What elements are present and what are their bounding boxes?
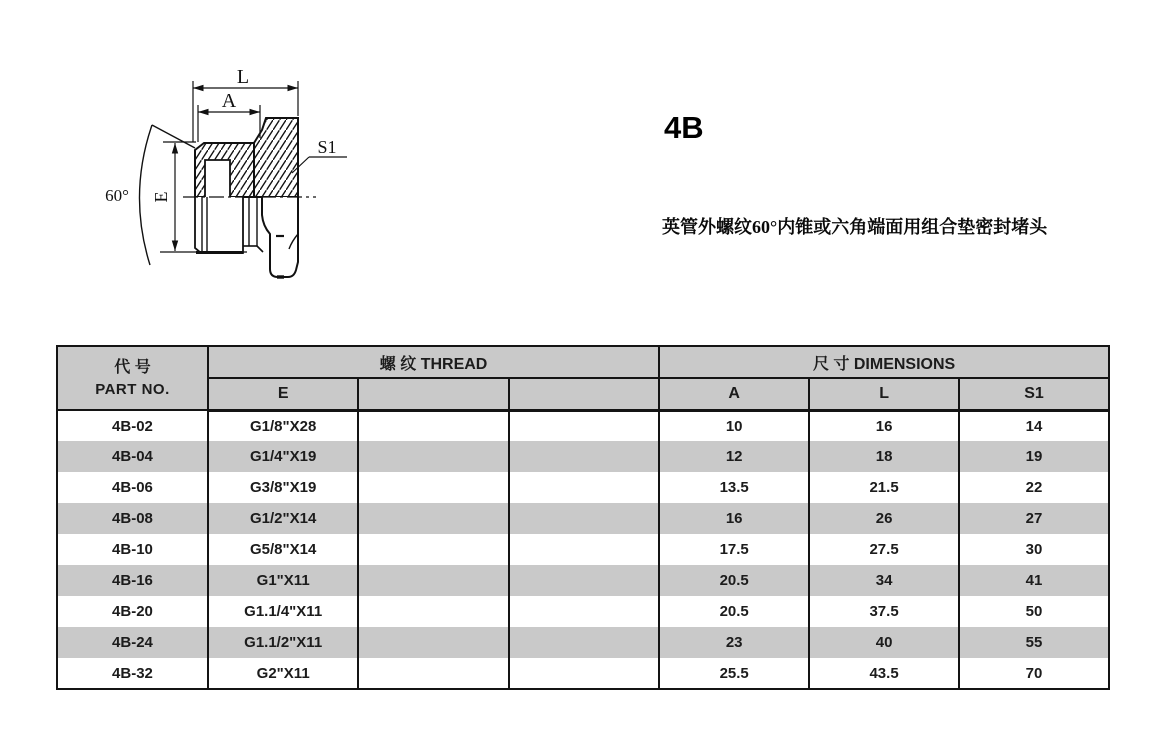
cell-part-no: 4B-10	[57, 534, 208, 565]
table-row	[57, 658, 1109, 689]
table-row	[57, 441, 1109, 472]
cell-part-no: 4B-24	[57, 627, 208, 658]
cell-thread-e: G3/8"X19	[208, 472, 358, 503]
table-row	[57, 503, 1109, 534]
table-row	[57, 596, 1109, 627]
header-part-no	[57, 346, 208, 410]
cell-thread-blank	[509, 410, 659, 441]
cell-dim-s1: 22	[959, 472, 1109, 503]
cell-dim-s1: 41	[959, 565, 1109, 596]
cell-thread-blank	[358, 596, 508, 627]
subheader-thread-blank	[509, 378, 659, 410]
cell-thread-e: G1.1/4"X11	[208, 596, 358, 627]
body-recess	[205, 160, 230, 197]
table-row	[57, 627, 1109, 658]
cell-thread-e: G1/4"X19	[208, 441, 358, 472]
cell-part-no: 4B-08	[57, 503, 208, 534]
cell-dim-l: 40	[809, 627, 959, 658]
cell-dim-a: 12	[659, 441, 809, 472]
cell-dim-s1: 19	[959, 441, 1109, 472]
subheader-s1: S1	[959, 378, 1109, 410]
dim-label-s1: S1	[317, 137, 337, 157]
thread-exterior	[195, 197, 243, 253]
subheader-e: E	[208, 378, 358, 410]
cell-dim-l: 34	[809, 565, 959, 596]
cell-dim-l: 16	[809, 410, 959, 441]
cell-thread-e: G1/8"X28	[208, 410, 358, 441]
cell-thread-blank	[358, 503, 508, 534]
subheader-a: A	[659, 378, 809, 410]
cell-part-no: 4B-02	[57, 410, 208, 441]
cell-thread-e: G2"X11	[208, 658, 358, 689]
cell-thread-blank	[509, 503, 659, 534]
cell-part-no: 4B-20	[57, 596, 208, 627]
cell-part-no: 4B-16	[57, 565, 208, 596]
cell-thread-blank	[358, 410, 508, 441]
cell-dim-l: 37.5	[809, 596, 959, 627]
cell-dim-a: 23	[659, 627, 809, 658]
cell-thread-blank	[358, 472, 508, 503]
cell-thread-blank	[509, 596, 659, 627]
product-code-title: 4B	[664, 110, 704, 145]
cell-thread-blank	[509, 658, 659, 689]
cell-dim-a: 25.5	[659, 658, 809, 689]
cell-thread-blank	[358, 565, 508, 596]
cell-dim-a: 16	[659, 503, 809, 534]
cell-dim-s1: 70	[959, 658, 1109, 689]
header-part-no-cn: 代 号	[114, 358, 151, 376]
cell-dim-s1: 27	[959, 503, 1109, 534]
cell-dim-l: 27.5	[809, 534, 959, 565]
cell-thread-blank	[509, 441, 659, 472]
cell-thread-blank	[358, 658, 508, 689]
cell-part-no: 4B-32	[57, 658, 208, 689]
cell-dim-a: 20.5	[659, 565, 809, 596]
specifications-table	[56, 345, 1110, 690]
cell-dim-l: 18	[809, 441, 959, 472]
cell-part-no: 4B-06	[57, 472, 208, 503]
table-row	[57, 565, 1109, 596]
dim-label-l: L	[236, 66, 250, 88]
cell-dim-s1: 55	[959, 627, 1109, 658]
technical-drawing	[0, 0, 400, 330]
cell-part-no: 4B-04	[57, 441, 208, 472]
cell-dim-l: 43.5	[809, 658, 959, 689]
subheader-thread-blank	[358, 378, 508, 410]
header-thread: 螺 纹 THREAD	[208, 346, 659, 378]
subheader-l: L	[809, 378, 959, 410]
table-row	[57, 472, 1109, 503]
table-row	[57, 410, 1109, 441]
cell-dim-a: 17.5	[659, 534, 809, 565]
cell-thread-e: G5/8"X14	[208, 534, 358, 565]
dim-label-e: E	[151, 191, 171, 203]
cell-dim-s1: 50	[959, 596, 1109, 627]
dimension-A	[198, 90, 260, 142]
cell-thread-e: G1.1/2"X11	[208, 627, 358, 658]
cell-dim-s1: 30	[959, 534, 1109, 565]
cell-thread-blank	[509, 472, 659, 503]
cell-dim-a: 20.5	[659, 596, 809, 627]
neck-groove	[243, 197, 263, 252]
dim-label-a: A	[221, 90, 237, 112]
hex-size-callout	[292, 137, 347, 173]
cell-thread-blank	[358, 627, 508, 658]
cell-thread-blank	[509, 565, 659, 596]
table-row	[57, 534, 1109, 565]
cell-thread-blank	[509, 627, 659, 658]
header-part-no-en: PART NO.	[95, 380, 170, 398]
hex-exterior	[262, 197, 298, 277]
cell-dim-l: 21.5	[809, 472, 959, 503]
cell-dim-a: 13.5	[659, 472, 809, 503]
cell-thread-blank	[509, 534, 659, 565]
cell-thread-e: G1/2"X14	[208, 503, 358, 534]
cell-dim-a: 10	[659, 410, 809, 441]
angle-label: 60°	[105, 186, 129, 205]
cell-thread-e: G1"X11	[208, 565, 358, 596]
cell-dim-s1: 14	[959, 410, 1109, 441]
product-description: 英管外螺纹60°内锥或六角端面用组合垫密封堵头	[662, 217, 1048, 237]
cell-dim-l: 26	[809, 503, 959, 534]
cell-thread-blank	[358, 441, 508, 472]
header-dimensions: 尺 寸 DIMENSIONS	[659, 346, 1109, 378]
cell-thread-blank	[358, 534, 508, 565]
